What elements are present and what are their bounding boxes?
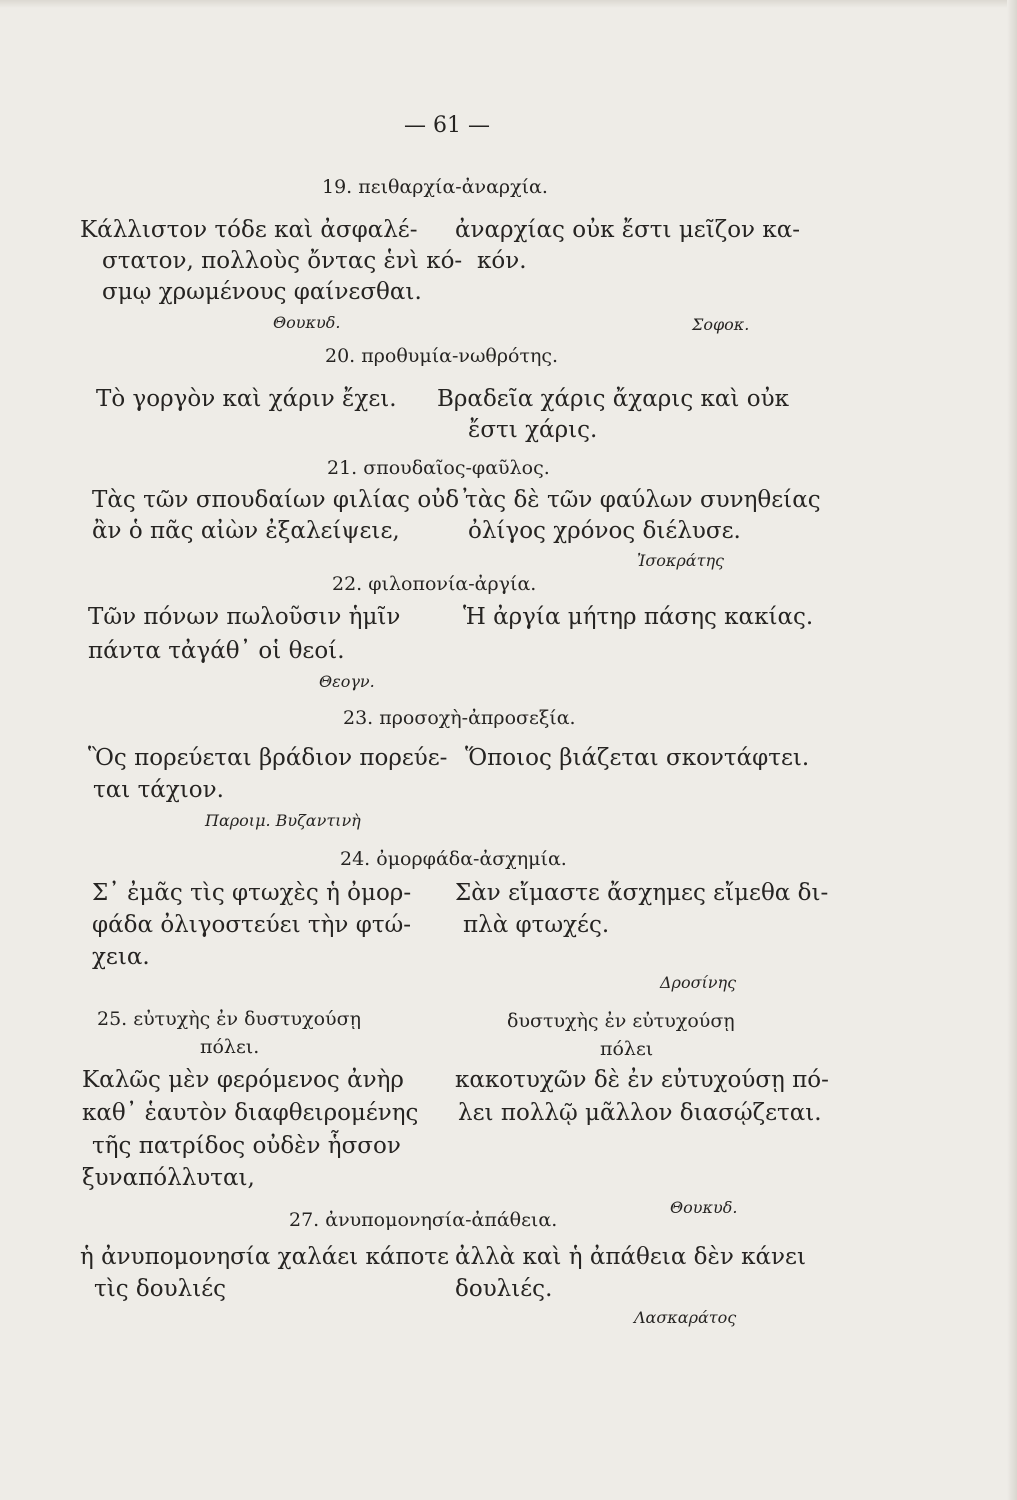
section-heading-20: 20. προθυμία-νωθρότης.	[325, 345, 559, 367]
section-19-right-attribution: Σοφοκ.	[692, 315, 750, 334]
section-heading-23: 23. προσοχὴ-ἀπροσεξία.	[343, 707, 576, 729]
section-24-right-line-1: Σὰν εἴμαστε ἄσχημες εἴμεθα δι-	[455, 880, 829, 906]
section-22-left-line-1: Τῶν πόνων πωλοῦσιν ἡμῖν	[88, 604, 401, 630]
section-27-right-attribution: Λασκαράτος	[634, 1308, 737, 1327]
section-25-right-heading-line-1: δυστυχὴς ἐν εὐτυχούσῃ	[507, 1010, 735, 1032]
section-24-left-line-1: Σ᾿ ἐμᾶς τὶς φτωχὲς ἡ ὀμορ-	[92, 880, 412, 906]
section-19-right-line-1: ἀναρχίας οὐκ ἔστι μεῖζον κα-	[455, 217, 801, 243]
section-25-right-line-2: λει πολλῷ μᾶλλον διασῴζεται.	[458, 1100, 822, 1126]
section-25-left-line-3: τῆς πατρίδος οὐδὲν ἧσσον	[92, 1133, 401, 1159]
section-27-left-line-2: τὶς δουλιές	[94, 1276, 227, 1302]
section-19-left-attribution: Θουκυδ.	[273, 313, 341, 332]
section-19-left-line-2: στατον, πολλοὺς ὄντας ἑνὶ κό-	[102, 248, 463, 274]
section-25-left-heading-line-1: 25. εὐτυχὴς ἐν δυστυχούσῃ	[97, 1008, 361, 1030]
section-21-right-line-1: τὰς δὲ τῶν φαύλων συνηθείας	[465, 487, 821, 513]
section-heading-21: 21. σπουδαῖος-φαῦλος.	[327, 457, 550, 479]
section-21-right-line-2: ὀλίγος χρόνος διέλυσε.	[468, 518, 741, 544]
section-27-right-line-1: ἀλλὰ καὶ ἡ ἀπάθεια δὲν κάνει	[455, 1244, 806, 1270]
page-number: — 61 —	[404, 113, 490, 138]
section-20-right-line-1: Βραδεῖα χάρις ἄχαρις καὶ οὐκ	[437, 386, 789, 412]
section-24-left-line-2: φάδα ὀλιγοστεύει τὴν φτώ-	[92, 912, 412, 938]
section-25-right-attribution: Θουκυδ.	[670, 1198, 738, 1217]
section-25-right-heading-line-2: πόλει	[600, 1038, 654, 1060]
section-21-left-line-2: ἂν ὁ πᾶς αἰὼν ἐξαλείψειε,	[92, 518, 400, 544]
page-edge-shadow	[1007, 0, 1017, 1500]
section-25-right-line-1: κακοτυχῶν δὲ ἐν εὐτυχούσῃ πό-	[455, 1067, 829, 1093]
section-27-left-line-1: ἡ ἀνυπομονησία χαλάει κάποτε	[80, 1244, 449, 1270]
section-22-left-line-2: πάντα τἀγάθ᾿ οἱ θεοί.	[88, 638, 345, 664]
section-25-left-heading-line-2: πόλει.	[200, 1036, 260, 1058]
section-23-left-attribution: Παροιμ. Βυζαντινὴ	[205, 811, 361, 830]
section-22-left-attribution: Θεογν.	[319, 672, 375, 691]
section-19-left-line-1: Κάλλιστον τόδε καὶ ἀσφαλέ-	[80, 217, 418, 243]
section-heading-22: 22. φιλοπονία-ἀργία.	[332, 573, 537, 595]
section-23-left-line-2: ται τάχιον.	[93, 777, 224, 803]
page-top-shadow	[0, 0, 1017, 8]
section-25-left-line-4: ξυναπόλλυται,	[82, 1165, 255, 1191]
section-21-left-line-1: Τὰς τῶν σπουδαίων φιλίας οὐδ᾿	[92, 487, 471, 513]
section-27-right-line-2: δουλιές.	[455, 1276, 553, 1302]
section-24-left-line-3: χεια.	[92, 944, 150, 970]
section-20-left-line-1: Τὸ γοργὸν καὶ χάριν ἔχει.	[96, 386, 397, 412]
section-22-right-line-1: Ἡ ἀργία μήτηρ πάσης κακίας.	[463, 604, 814, 630]
section-24-right-attribution: Δροσίνης	[660, 973, 737, 992]
section-heading-24: 24. ὀμορφάδα-ἀσχημία.	[340, 848, 567, 870]
section-20-right-line-2: ἔστι χάρις.	[468, 417, 598, 443]
section-21-right-attribution: Ἰσοκράτης	[637, 551, 724, 570]
section-23-left-line-1: Ὃς πορεύεται βράδιον πορεύε-	[88, 745, 448, 771]
section-25-left-line-1: Καλῶς μὲν φερόμενος ἀνὴρ	[82, 1067, 404, 1093]
section-24-right-line-2: πλὰ φτωχές.	[463, 912, 610, 938]
section-heading-27: 27. ἀνυπομονησία-ἀπάθεια.	[289, 1209, 558, 1231]
section-23-right-line-1: Ὅποιος βιάζεται σκοντάφτει.	[465, 745, 810, 771]
section-heading-19: 19. πειθαρχία-ἀναρχία.	[322, 176, 548, 198]
section-25-left-line-2: καθ᾿ ἑαυτὸν διαφθειρομένης	[82, 1100, 419, 1126]
section-19-left-line-3: σμῳ χρωμένους φαίνεσθαι.	[102, 279, 422, 305]
section-19-right-line-2: κόν.	[477, 248, 527, 274]
